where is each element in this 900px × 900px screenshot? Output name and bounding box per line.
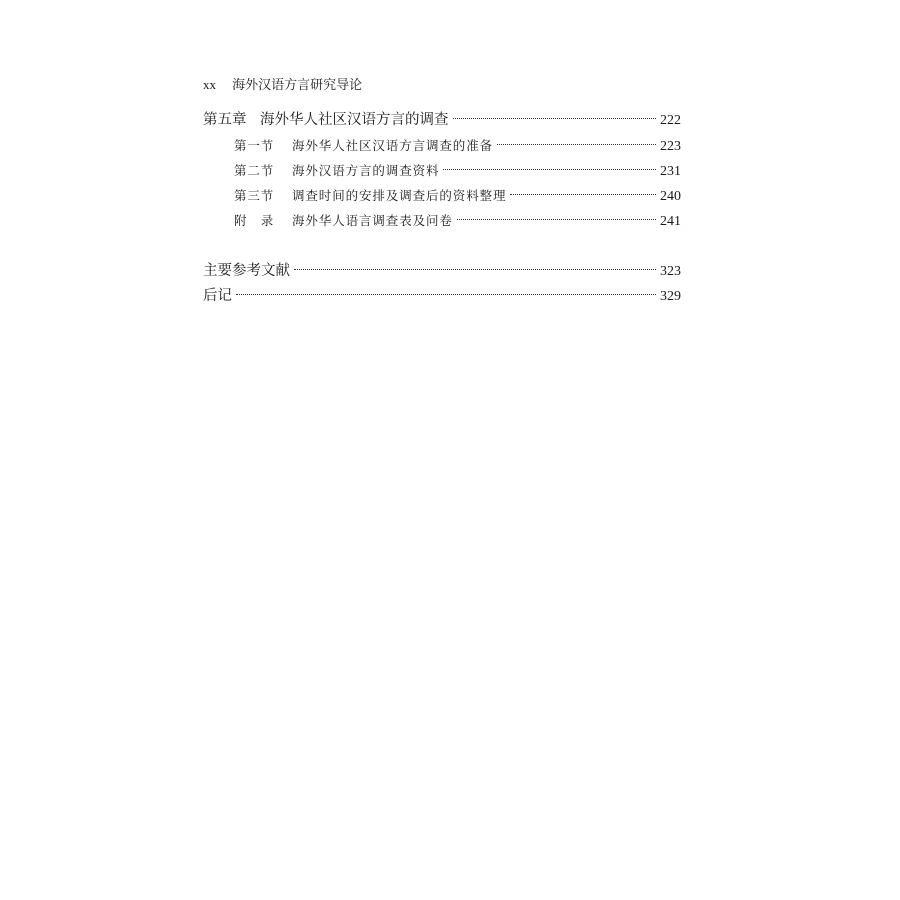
section-title: 调查时间的安排及调查后的资料整理 <box>292 188 507 203</box>
section-title: 海外华人语言调查表及问卷 <box>292 213 453 228</box>
dot-leader <box>453 118 657 119</box>
page-number: 222 <box>660 113 681 128</box>
running-head <box>203 76 362 95</box>
toc-entry-section-3[interactable] <box>203 183 681 208</box>
page-number: 231 <box>660 164 681 179</box>
page-folio: xx <box>203 77 216 92</box>
section-number: 第三节 <box>234 188 275 203</box>
chapter-number: 第五章 <box>203 112 247 128</box>
page-number: 329 <box>660 289 681 304</box>
page-number: 323 <box>660 264 681 279</box>
toc-entry-section-2[interactable] <box>203 158 681 183</box>
dot-leader <box>294 269 656 270</box>
toc-entry-references[interactable] <box>203 259 681 284</box>
chapter-title: 海外华人社区汉语方言的调查 <box>260 112 449 128</box>
dot-leader <box>510 194 656 195</box>
dot-leader <box>443 169 656 170</box>
section-title: 海外汉语方言的调查资料 <box>292 163 440 178</box>
dot-leader <box>497 144 656 145</box>
page-number: 240 <box>660 189 681 204</box>
spacer <box>203 233 681 259</box>
toc-entry-section-1[interactable] <box>203 133 681 158</box>
dot-leader <box>236 294 656 295</box>
book-title: 海外汉语方言研究导论 <box>232 78 363 93</box>
dot-leader <box>457 219 656 220</box>
toc-entry-appendix[interactable] <box>203 208 681 233</box>
section-number: 第一节 <box>234 138 275 153</box>
section-number: 附 录 <box>234 213 275 228</box>
toc-entry-afterword[interactable] <box>203 284 681 309</box>
toc-entry-chapter-5[interactable] <box>203 108 681 133</box>
section-title: 海外华人社区汉语方言调查的准备 <box>292 138 494 153</box>
page-number: 241 <box>660 214 681 229</box>
section-number: 第二节 <box>234 163 275 178</box>
back-matter-title: 后记 <box>203 288 232 304</box>
back-matter-title: 主要参考文献 <box>203 263 290 279</box>
page-number: 223 <box>660 139 681 154</box>
table-of-contents <box>203 108 681 309</box>
